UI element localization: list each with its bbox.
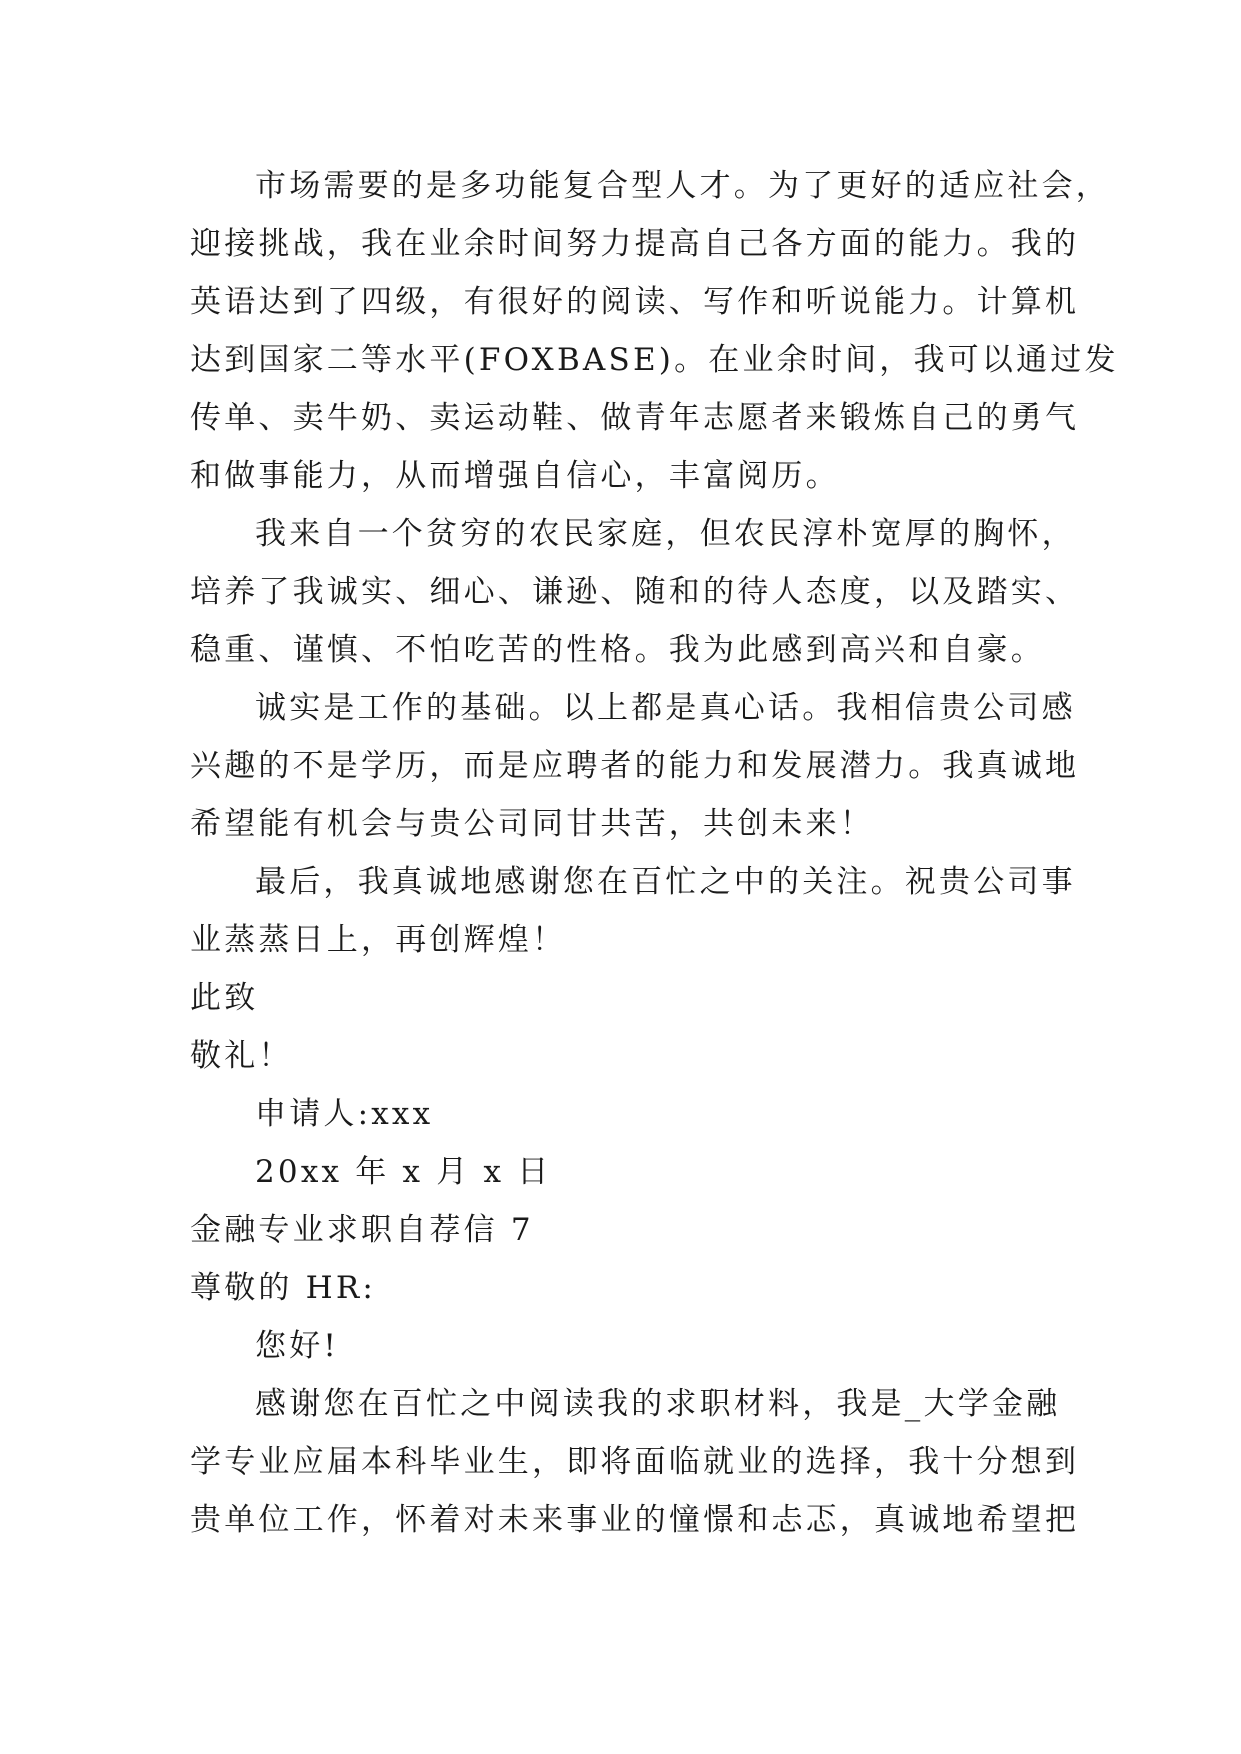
paragraph-line: 业蒸蒸日上，再创辉煌！ (190, 922, 567, 958)
paragraph-line: 诚实是工作的基础。以上都是真心话。我相信贵公司感 (255, 690, 1076, 726)
paragraph-line: 英语达到了四级，有很好的阅读、写作和听说能力。计算机 (190, 284, 1080, 320)
paragraph-line: 稳重、谨慎、不怕吃苦的性格。我为此感到高兴和自豪。 (190, 632, 1045, 668)
paragraph-line: 学专业应届本科毕业生，即将面临就业的选择，我十分想到 (190, 1444, 1080, 1480)
closing-salutation: 此致 (190, 980, 259, 1016)
paragraph-line: 我来自一个贫穷的农民家庭，但农民淳朴宽厚的胸怀， (255, 516, 1076, 552)
letter-addressee: 尊敬的 HR: (190, 1270, 377, 1306)
paragraph-line: 贵单位工作，怀着对未来事业的憧憬和忐忑，真诚地希望把 (190, 1502, 1080, 1538)
paragraph-line: 最后，我真诚地感谢您在百忙之中的关注。祝贵公司事 (255, 864, 1076, 900)
letter-date: 20xx 年 x 月 x 日 (255, 1154, 552, 1190)
paragraph-line: 培养了我诚实、细心、谦逊、随和的待人态度，以及踏实、 (190, 574, 1080, 610)
paragraph-line: 希望能有机会与贵公司同甘共苦，共创未来！ (190, 806, 874, 842)
paragraph-line: 迎接挑战，我在业余时间努力提高自己各方面的能力。我的 (190, 226, 1080, 262)
letter-greeting: 您好! (255, 1328, 340, 1364)
applicant-signature: 申请人:xxx (255, 1096, 434, 1132)
paragraph-line: 兴趣的不是学历，而是应聘者的能力和发展潜力。我真诚地 (190, 748, 1080, 784)
letter-heading: 金融专业求职自荐信 7 (190, 1212, 534, 1248)
paragraph-line: 达到国家二等水平(FOXBASE)。在业余时间，我可以通过发 (190, 342, 1119, 378)
paragraph-line: 感谢您在百忙之中阅读我的求职材料，我是_大学金融 (255, 1386, 1061, 1422)
closing-regards: 敬礼！ (190, 1038, 293, 1074)
paragraph-line: 传单、卖牛奶、卖运动鞋、做青年志愿者来锻炼自己的勇气 (190, 400, 1080, 436)
paragraph-line: 和做事能力，从而增强自信心，丰富阅历。 (190, 458, 840, 494)
paragraph-line: 市场需要的是多功能复合型人才。为了更好的适应社会， (255, 168, 1110, 204)
